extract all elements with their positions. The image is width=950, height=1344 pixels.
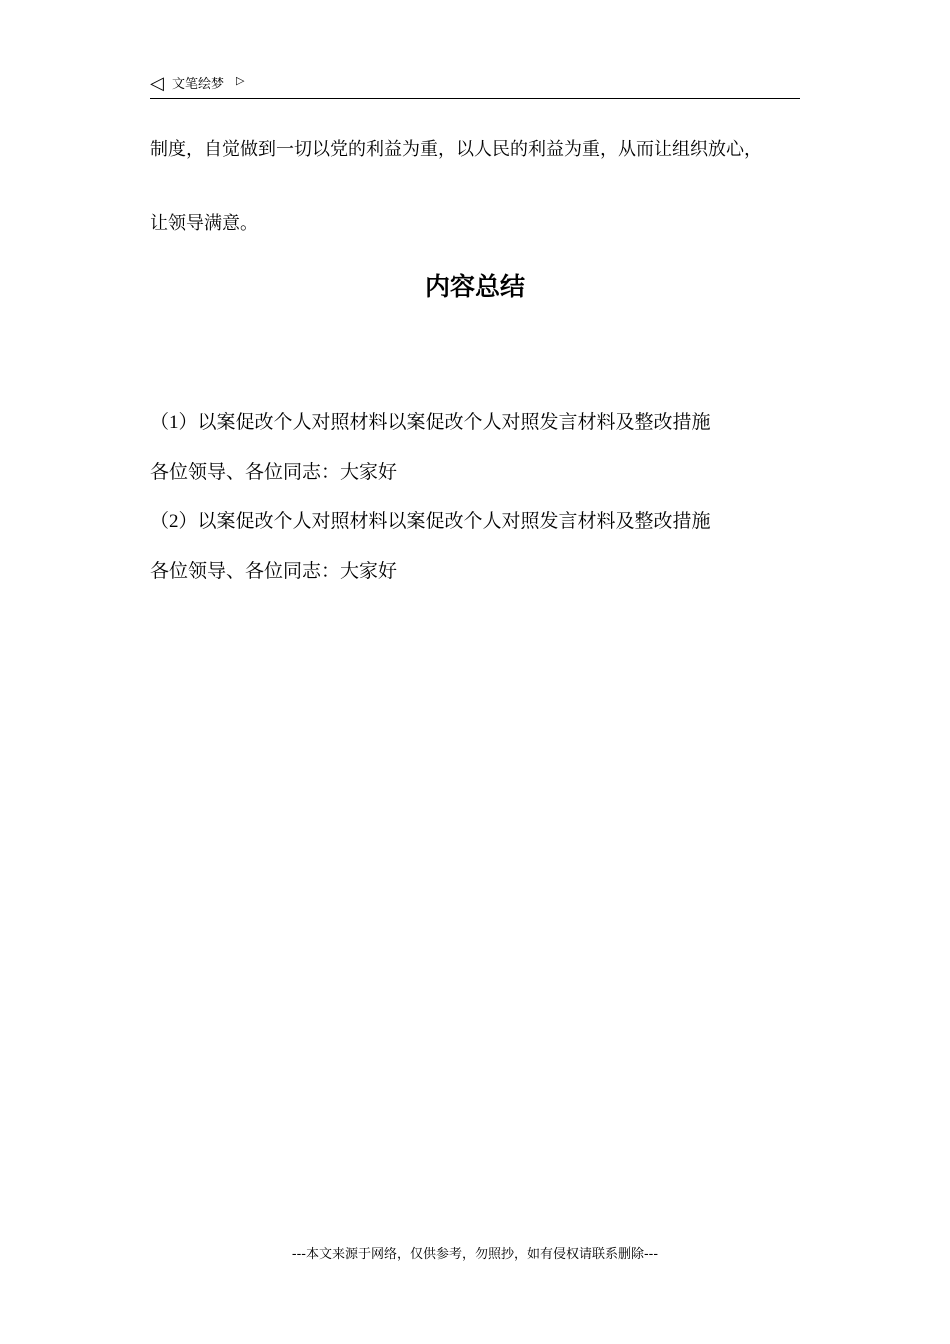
summary-item-number: （2） — [150, 511, 198, 532]
page-footer: ---本文来源于网络，仅供参考，勿照抄，如有侵权请联系删除--- — [291, 1247, 659, 1262]
page-header — [150, 74, 800, 99]
header-title: 文笔绘梦 — [172, 77, 225, 92]
summary-item-2 — [150, 509, 711, 534]
left-triangle-icon: ◁ — [150, 73, 164, 94]
summary-item-text: 以案促改个人对照材料以案促改个人对照发言材料及整改措施 — [197, 411, 711, 433]
summary-title: 内容总结 — [424, 272, 525, 301]
summary-item-1 — [150, 410, 711, 435]
right-triangle-icon: ▷ — [236, 74, 245, 87]
summary-item-text: 以案促改个人对照材料以案促改个人对照发言材料及整改措施 — [197, 510, 711, 532]
summary-item-2-greeting: 各位领导、各位同志：大家好 — [150, 560, 398, 582]
summary-item-number: （1） — [150, 412, 198, 433]
body-paragraph-line-1: 制度，自觉做到一切以党的利益为重，以人民的利益为重，从而让组织放心， — [150, 139, 762, 160]
body-paragraph-line-2: 让领导满意。 — [150, 213, 258, 234]
summary-item-1-greeting: 各位领导、各位同志：大家好 — [150, 461, 398, 483]
